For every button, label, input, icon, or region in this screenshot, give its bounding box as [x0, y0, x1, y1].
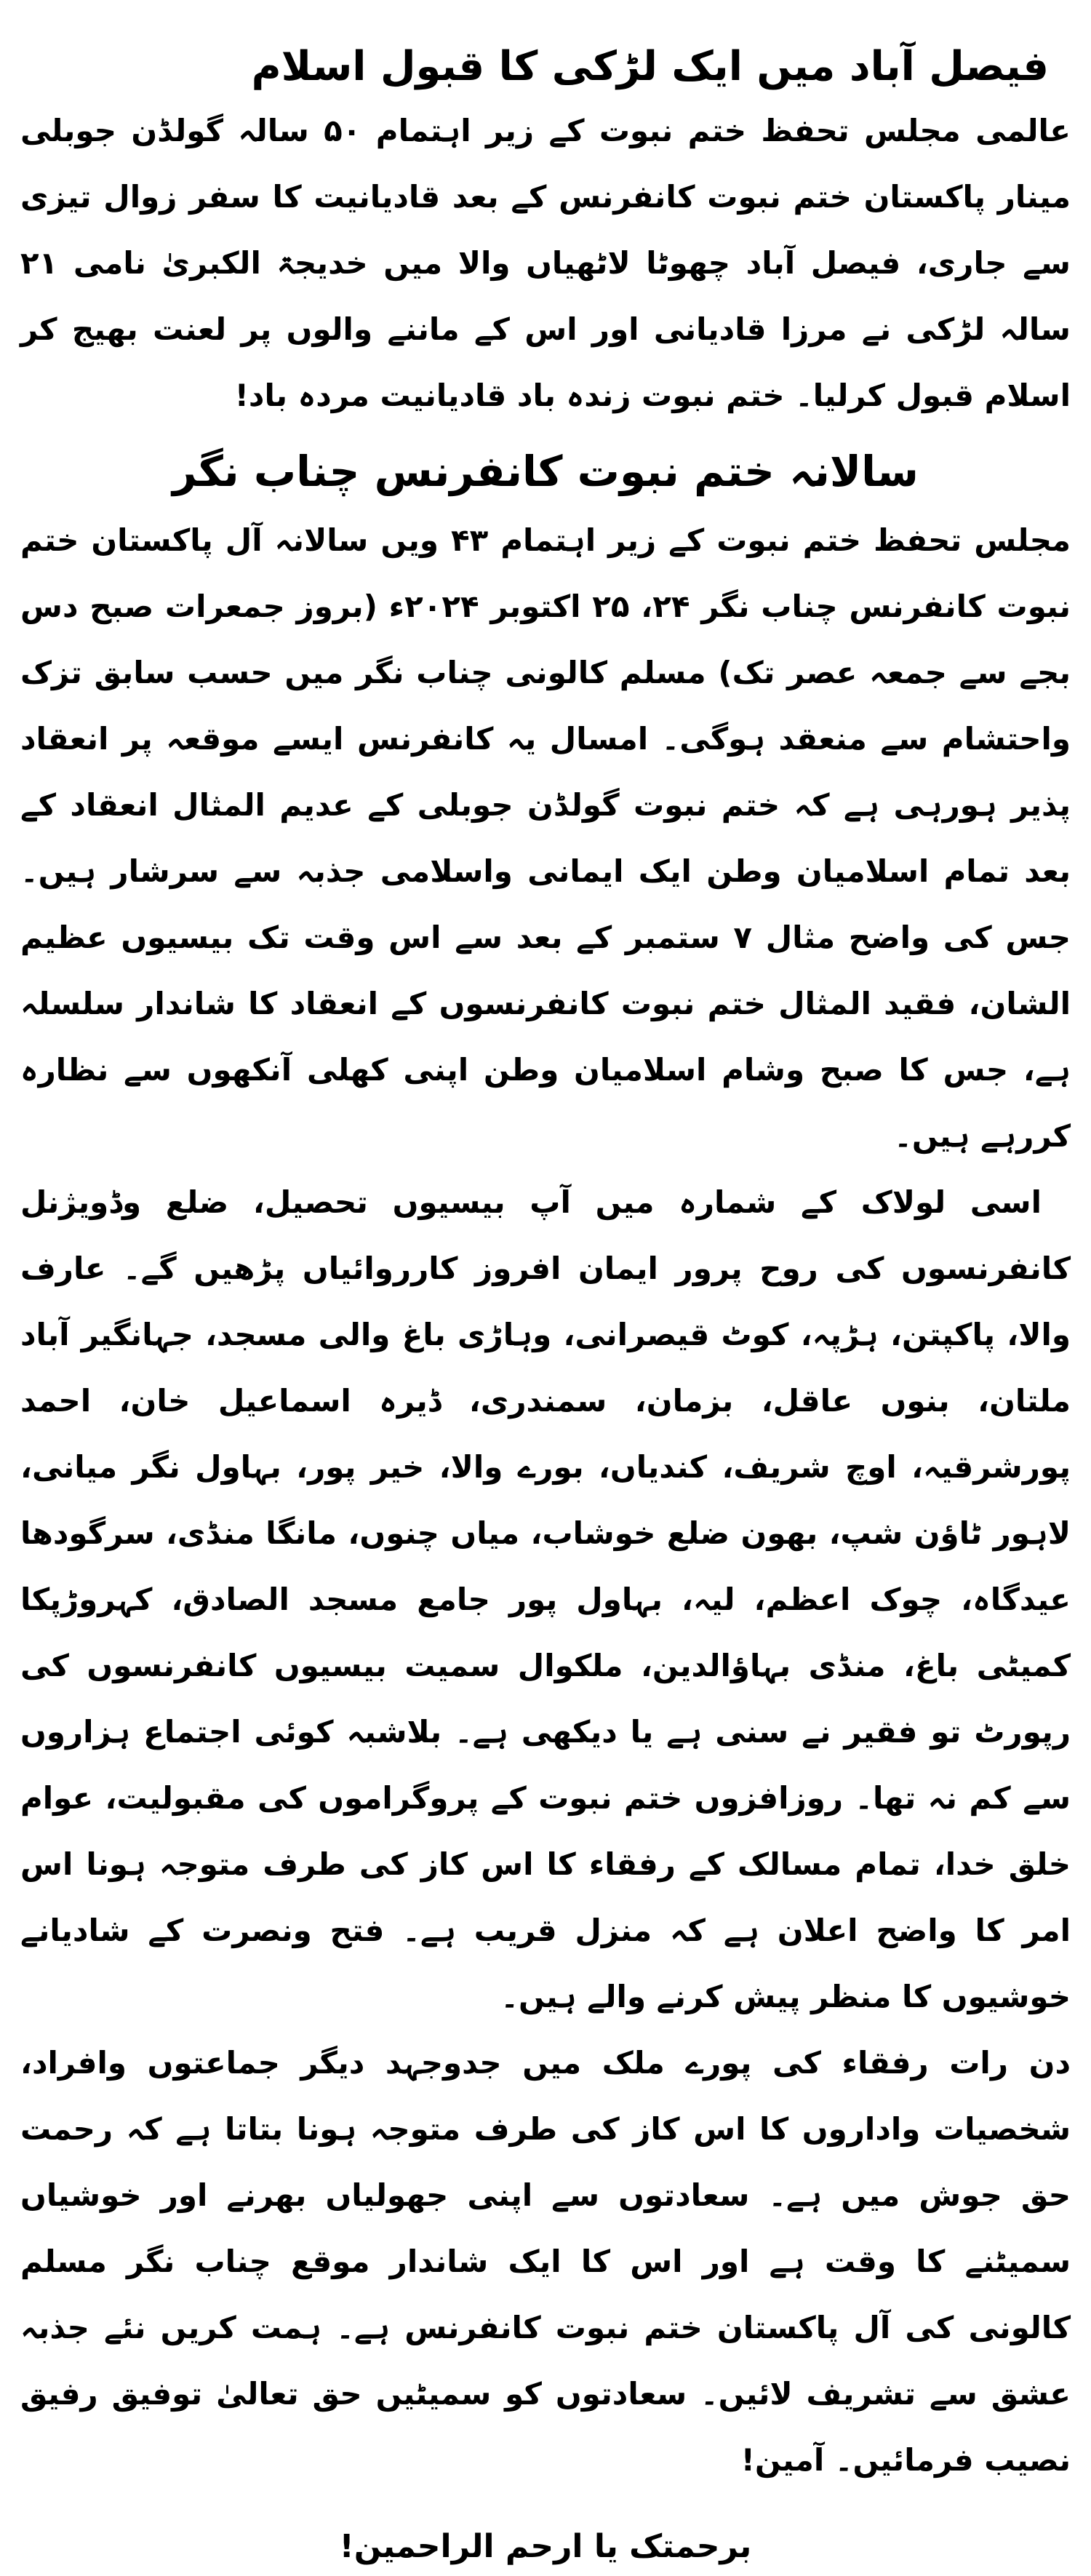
article2-headline: سالانہ ختم نبوت کانفرنس چناب نگر	[172, 447, 919, 496]
article1-body: عالمی مجلس تحفظ ختم نبوت کے زیر اہتمام ۵۰ سالہ گولڈن جوبلی مینار پاکستان ختم نبوت کانفرنس کے بعد قادیانیت کا سفر زوال تیزی سے جاری، فیصل آباد چھوٹا لاٹھیاں والا میں خدیجۃ الکبریٰ نامی ۲۱ سالہ لڑکی نے مرزا قادیانی اور اس کے ماننے والوں پر لعنت بھیج کر اسلام قبول کرلیا۔ ختم نبوت زندہ باد قادیانیت مردہ باد!	[20, 113, 1071, 413]
article2-paragraph-3: دن رات رفقاء کی پورے ملک میں جدوجہد دیگر جماعتوں وافراد، شخصیات واداروں کا اس کاز کی طرف متوجہ ہونا بتاتا ہے کہ رحمت حق جوش میں ہے۔ سعادتوں سے اپنی جھولیاں بھرنے اور خوشیاں سمیٹنے کا وقت ہے اور اس کا ایک شاندار موقع چناب نگر مسلم کالونی کی آل پاکستان ختم نبوت کانفرنس ہے۔ ہمت کریں نئے جذبہ عشق سے تشریف لائیں۔ سعادتوں کو سمیٹیں حق تعالیٰ توفیق رفیق نصیب فرمائیں۔ آمین!	[20, 2045, 1071, 2478]
article2-paragraph-2: اسی لولاک کے شمارہ میں آپ بیسیوں تحصیل، ضلع وڈویژنل کانفرنسوں کی روح پرور ایمان افروز کارروائیاں پڑھیں گے۔ عارف والا، پاکپتن، ہڑپہ، کوٹ قیصرانی، وہاڑی باغ والی مسجد، جہانگیر آباد ملتان، بنوں عاقل، بزمان، سمندری، ڈیرہ اسماعیل خان، احمد پورشرقیہ، اوچ شریف، کندیاں، بورے والا، خیر پور، بہاول نگر میانی، لاہور ٹاؤن شپ، بھون ضلع خوشاب، میاں چنوں، مانگا منڈی، سرگودھا عیدگاہ، چوک اعظم، لیہ، بہاول پور جامع مسجد الصادق، کہروڑپکا کمیٹی باغ، منڈی بہاؤالدین، ملکوال سمیت بیسیوں کانفرنسوں کی رپورٹ تو فقیر نے سنی ہے یا دیکھی ہے۔ بلاشبہ کوئی اجتماع ہزاروں سے کم نہ تھا۔ روزافزوں ختم نبوت کے پروگراموں کی مقبولیت، عوام خلق خدا، تمام مسالک کے رفقاء کا اس کاز کی طرف متوجہ ہونا اس امر کا واضح اعلان ہے کہ منزل قریب ہے۔ فتح ونصرت کے شادیانے خوشیوں کا منظر پیش کرنے والے ہیں۔	[20, 1184, 1071, 2014]
article2-paragraph-1: مجلس تحفظ ختم نبوت کے زیر اہتمام ۴۳ ویں سالانہ آل پاکستان ختم نبوت کانفرنس چناب نگر ۲۴، ۲۵ اکتوبر ۲۰۲۴ء (بروز جمعرات صبح دس بجے سے جمعہ عصر تک) مسلم کالونی چناب نگر میں حسب سابق تزک واحتشام سے منعقد ہوگی۔ امسال یہ کانفرنس ایسے موقعہ پر انعقاد پذیر ہورہی ہے کہ ختم نبوت گولڈن جوبلی کے عدیم المثال انعقاد کے بعد تمام اسلامیان وطن ایک ایمانی واسلامی جذبہ سے سرشار ہیں۔ جس کی واضح مثال ۷ ستمبر کے بعد سے اس وقت تک بیسیوں عظیم الشان، فقید المثال ختم نبوت کانفرنسوں کے انعقاد کا شاندار سلسلہ ہے، جس کا صبح وشام اسلامیان وطن اپنی کھلی آنکھوں سے نظارہ کررہے ہیں۔	[20, 522, 1071, 1154]
article1-headline: فیصل آباد میں ایک لڑکی کا قبول اسلام	[251, 43, 1049, 90]
newsletter-page	[20, 36, 1071, 2565]
closing-prayer: برحمتک یا ارحم الراحمین!	[339, 2528, 752, 2565]
